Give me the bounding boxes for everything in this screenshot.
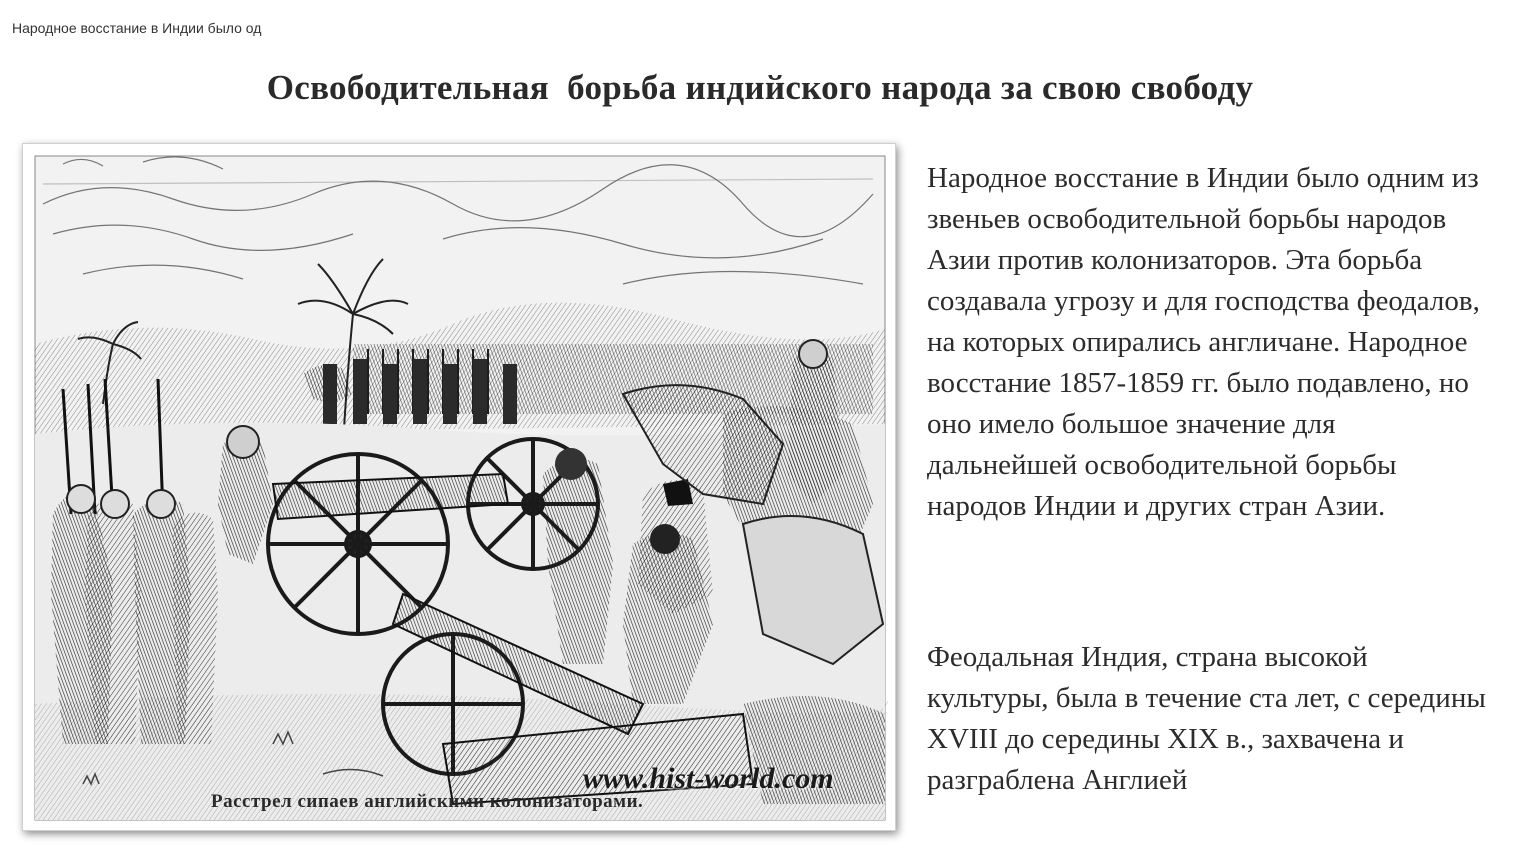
engraving-figure <box>22 143 896 831</box>
figure-caption: Расстрел сипаев английскими колонизаторами. <box>211 791 644 812</box>
paragraph-1: Народное восстание в Индии было одним из звеньев освободительной борьбы народов Азии против колонизаторов. Эта борьба создавала угрозу и для господства феодалов, на которых опирались англичане. Народное восстание 1857-1859 гг. было подавлено, но оно имело большое значение для дальнейшей освободительной борьбы народов Индии и других стран Азии. <box>927 162 1480 522</box>
watermark-text: www.hist-world.com <box>583 762 834 795</box>
slide-title: Освободительная борьба индийского народа за свою свободу <box>266 68 1254 107</box>
engraving-illustration <box>23 144 896 831</box>
paragraph-2: Феодальная Индия, страна высокой культуры, была в течение ста лет, с середины XVIII до середины XIX в., захвачена и разграблена Англией <box>927 641 1486 796</box>
tab-title: Народное восстание в Индии было од <box>12 20 262 36</box>
